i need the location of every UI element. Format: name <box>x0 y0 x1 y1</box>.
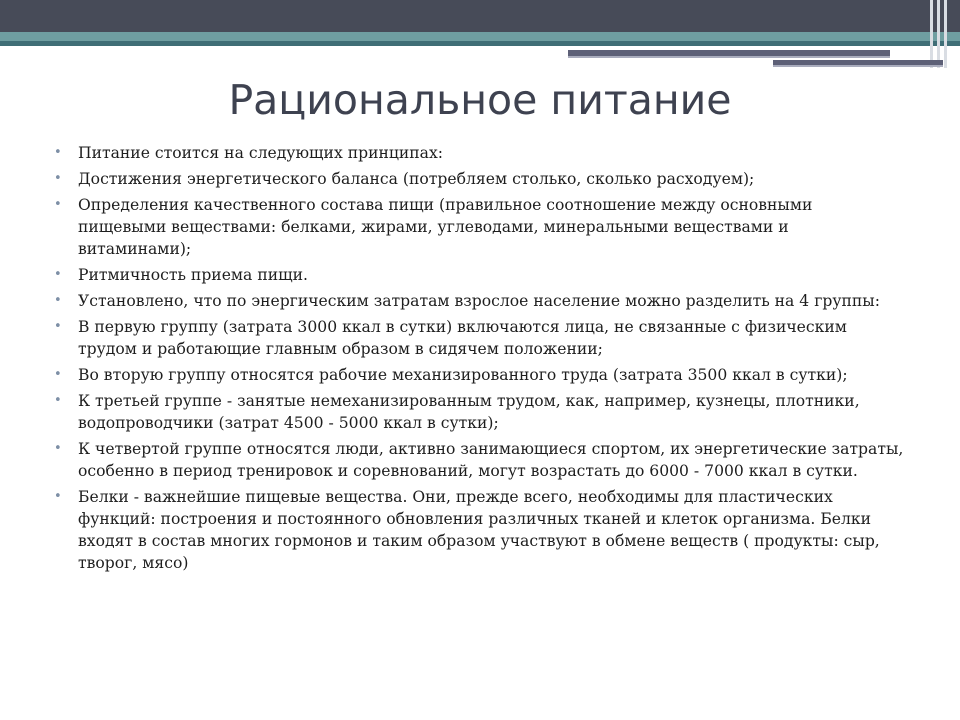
header-dark-band <box>0 0 960 32</box>
bullet-item <box>54 438 904 482</box>
bullet-icon: • <box>54 367 62 382</box>
bullet-item <box>54 316 904 360</box>
bullet-icon: • <box>54 171 62 186</box>
bullet-text: Достижения энергетического баланса (потребляем столько, сколько расходуем); <box>78 170 755 188</box>
bullet-text: Ритмичность приема пищи. <box>78 266 308 284</box>
header-accent-bar-light <box>568 56 890 58</box>
bullet-item <box>54 364 904 386</box>
bullet-icon: • <box>54 489 62 504</box>
bullet-icon: • <box>54 145 62 160</box>
header-stripe-1 <box>930 0 933 68</box>
bullet-item <box>54 194 904 260</box>
bullet-item <box>54 486 904 574</box>
header-teal-shadow <box>0 41 960 46</box>
bullet-text: Установлено, что по энергическим затратам взрослое население можно разделить на 4 группы: <box>78 292 880 310</box>
bullet-item <box>54 390 904 434</box>
bullet-text: Белки - важнейшие пищевые вещества. Они, прежде всего, необходимы для пластических функций: построения и постоянного обновления различных тканей и клеток организма. Белки входят в состав многих гормонов и таким образом участвуют в обмене веществ ( продукты: сыр, творог, мясо) <box>78 488 880 572</box>
bullet-icon: • <box>54 441 62 456</box>
bullet-list <box>54 142 904 578</box>
header-accent-bar-short-light <box>773 65 943 67</box>
bullet-icon: • <box>54 267 62 282</box>
bullet-icon: • <box>54 293 62 308</box>
bullet-text: К третьей группе - занятые немеханизированным трудом, как, например, кузнецы, плотники, водопроводчики (затрат 4500 - 5000 ккал в сутки); <box>78 392 860 432</box>
bullet-item <box>54 290 904 312</box>
bullet-icon: • <box>54 197 62 212</box>
header-stripe-2 <box>937 0 940 68</box>
bullet-item <box>54 264 904 286</box>
bullet-text: К четвертой группе относятся люди, активно занимающиеся спортом, их энергетические затраты, особенно в период тренировок и соревнований, могут возрастать до 6000 - 7000 ккал в сутки. <box>78 440 904 480</box>
bullet-icon: • <box>54 319 62 334</box>
header-stripe-3 <box>944 0 947 68</box>
bullet-icon: • <box>54 393 62 408</box>
bullet-text: Во вторую группу относятся рабочие механизированного труда (затрата 3500 ккал в сутки); <box>78 366 848 384</box>
slide-title: Рациональное питание <box>228 76 732 124</box>
bullet-text: В первую группу (затрата 3000 ккал в сутки) включаются лица, не связанные с физическим трудом и работающие главным образом в сидячем положении; <box>78 318 847 358</box>
bullet-text: Определения качественного состава пищи (правильное соотношение между основными пищевыми веществами: белками, жирами, углеводами, минеральными веществами и витаминами); <box>78 196 813 258</box>
bullet-item <box>54 168 904 190</box>
header-teal-band <box>0 32 960 41</box>
bullet-text: Питание стоится на следующих принципах: <box>78 144 444 162</box>
bullet-item <box>54 142 904 164</box>
